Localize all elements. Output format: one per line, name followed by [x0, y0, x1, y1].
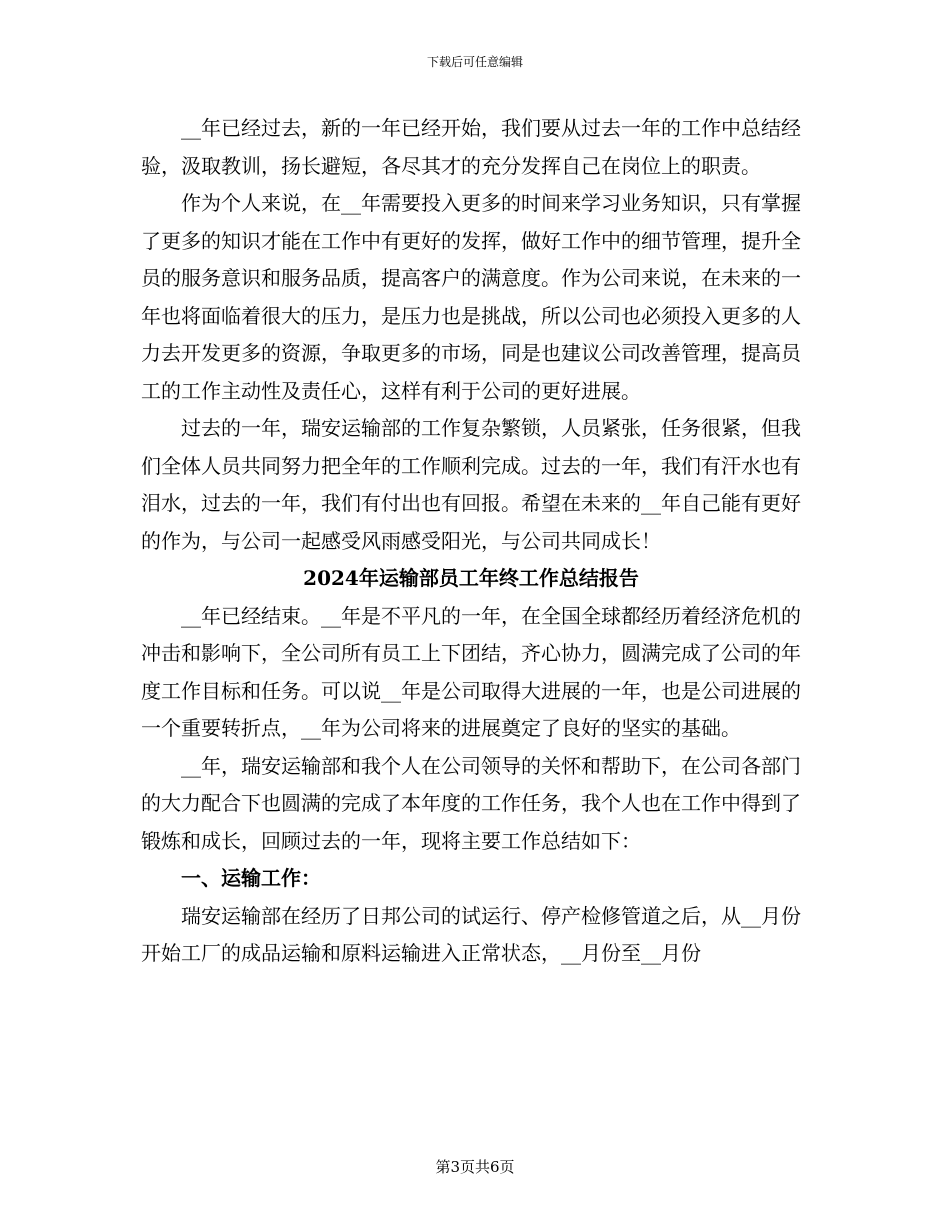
section-paragraph-transport: 瑞安运输部在经历了日邦公司的试运行、停产检修管道之后，从__月份开始工厂的成品运输和原料运输进入正常状态，__月份至__月份 [141, 903, 801, 965]
section-heading-transport: 一、运输工作： [181, 866, 321, 890]
page-header-note: 下载后可任意编辑 [426, 55, 523, 69]
paragraph-closing: 过去的一年，瑞安运输部的工作复杂繁锁，人员紧张，任务很紧，但我们全体人员共同努力把全年的工作顺利完成。过去的一年，我们有汗水也有泪水，过去的一年，我们有付出也有回报。希望在未来的__年自己能有更好的作为，与公司一起感受风雨感受阳光，与公司共同成长！ [141, 416, 801, 553]
page-footer-number: 第3页共6页 [435, 1158, 515, 1176]
document-body [141, 110, 801, 973]
report-title: 2024年运输部员工年终工作总结报告 [303, 566, 639, 590]
paragraph-intro: __年已经过去，新的一年已经开始，我们要从过去一年的工作中总结经验，汲取教训，扬长避短，各尽其才的充分发挥自己在岗位上的职责。 [141, 116, 801, 178]
paragraph-personal-plan: 作为个人来说，在__年需要投入更多的时间来学习业务知识，只有掌握了更多的知识才能在工作中有更好的发挥，做好工作中的细节管理，提升全员的服务意识和服务品质，提高客户的满意度。作为公司来说，在未来的一年也将面临着很大的压力，是压力也是挑战，所以公司也必须投入更多的人力去开发更多的资源，争取更多的市场，同是也建议公司改善管理，提高员工的工作主动性及责任心，这样有利于公司的更好进展。 [141, 191, 801, 403]
report-paragraph-summary-intro: __年，瑞安运输部和我个人在公司领导的关怀和帮助下，在公司各部门的大力配合下也圆满的完成了本年度的工作任务，我个人也在工作中得到了锻炼和成长，回顾过去的一年，现将主要工作总结如下： [141, 753, 801, 853]
report-paragraph-overview: __年已经结束。__年是不平凡的一年，在全国全球都经历着经济危机的冲击和影响下，全公司所有员工上下团结，齐心协力，圆满完成了公司的年度工作目标和任务。可以说__年是公司取得大进展的一年，也是公司进展的一个重要转折点，__年为公司将来的进展奠定了良好的坚实的基础。 [141, 603, 801, 740]
